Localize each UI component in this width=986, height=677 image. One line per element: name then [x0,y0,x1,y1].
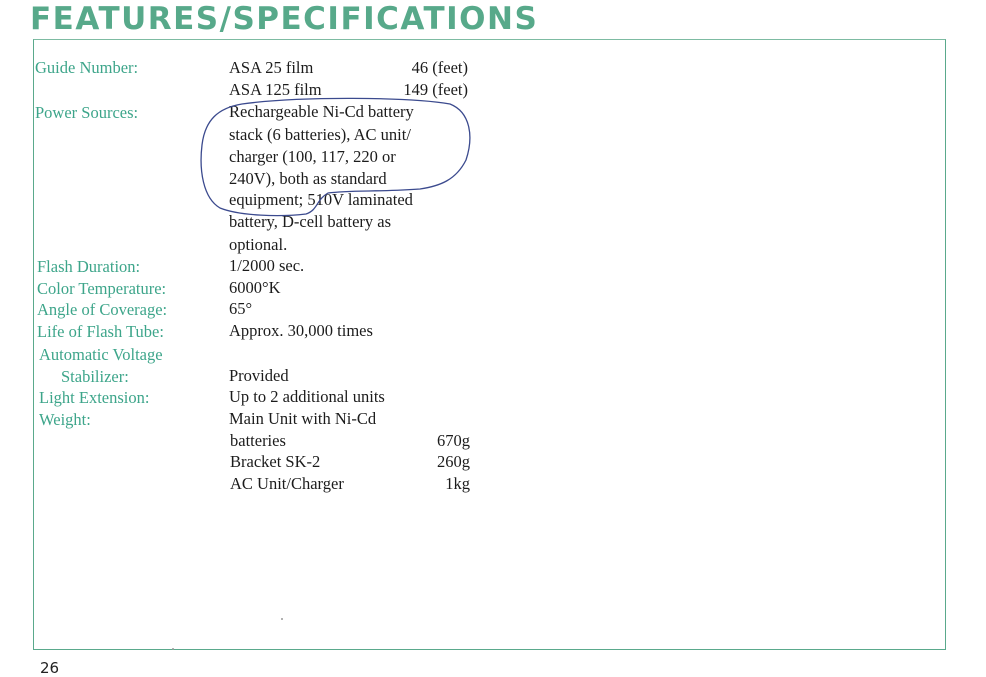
paper-speck [172,648,174,650]
weight-value: 1kg [445,474,470,493]
light-extension-value: Up to 2 additional units [229,387,385,406]
weight-value: 260g [437,452,470,471]
guide-number-value-asa125: 149 (feet) [403,80,468,99]
light-extension-label: Light Extension: [39,388,150,407]
power-sources-line: 240V), both as standard [229,169,387,188]
power-sources-line: battery, D-cell battery as [229,212,392,231]
weight-value: 670g [437,431,470,450]
angle-of-coverage-value: 65° [229,299,253,318]
guide-number-film-asa25: ASA 25 film [229,58,314,77]
guide-number-value-asa25: 46 (feet) [411,58,468,77]
color-temperature-value: 6000°K [229,278,281,297]
weight-item: AC Unit/Charger [230,474,344,493]
life-of-flash-tube-label: Life of Flash Tube: [37,322,164,341]
automatic-voltage-stabilizer-label: Automatic Voltage [39,345,163,364]
weight-main-unit-line: Main Unit with Ni-Cd [229,409,377,428]
weight-item: Bracket SK-2 [230,452,321,471]
flash-duration-value: 1/2000 sec. [229,256,305,275]
automatic-voltage-stabilizer-value: Provided [229,366,289,385]
guide-number-label: Guide Number: [35,58,139,77]
power-sources-line: optional. [229,235,288,254]
life-of-flash-tube-value: Approx. 30,000 times [229,321,373,340]
angle-of-coverage-label: Angle of Coverage: [37,300,168,319]
guide-number-film-asa125: ASA 125 film [229,80,322,99]
flash-duration-label: Flash Duration: [37,257,141,276]
page-title: FEATURES/SPECIFICATIONS [30,1,539,37]
weight-item: batteries [230,431,286,450]
power-sources-line: stack (6 batteries), AC unit/ [229,125,411,144]
paper-speck [281,618,283,620]
weight-label: Weight: [39,410,91,429]
power-sources-line: equipment; 510V laminated [229,190,413,209]
power-sources-line: Rechargeable Ni-Cd battery [229,102,414,121]
page-number: 26 [40,659,60,677]
power-sources-line: charger (100, 117, 220 or [229,147,396,166]
power-sources-label: Power Sources: [35,103,139,122]
automatic-voltage-stabilizer-label-cont: Stabilizer: [61,367,129,386]
color-temperature-label: Color Temperature: [37,279,167,298]
